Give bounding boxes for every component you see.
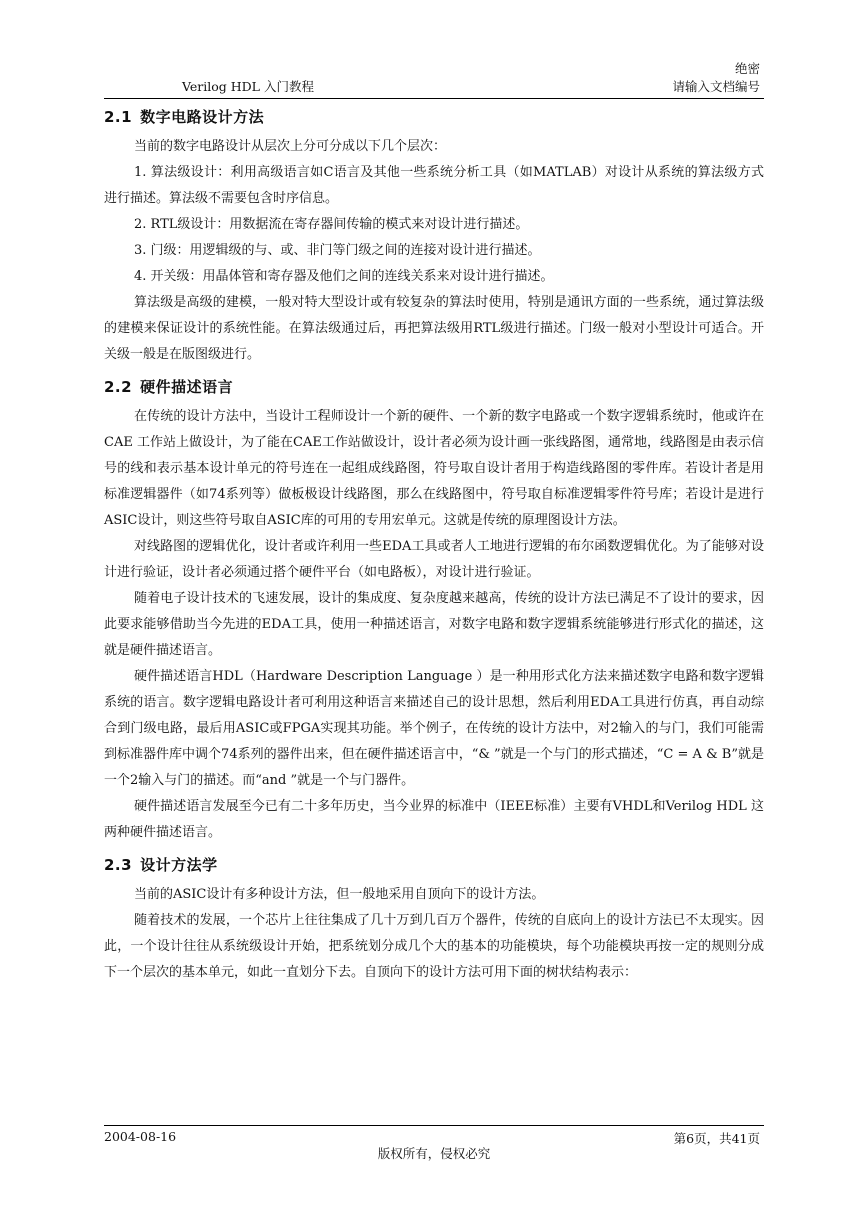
footer-page-number: 第6页，共41页 <box>673 1131 760 1146</box>
section-heading <box>104 374 764 404</box>
section-title: 数字电路设计方法 <box>140 108 265 126</box>
paragraph: 对线路图的逻辑优化，设计者或许利用一些EDA工具或者人工地进行逻辑的布尔函数逻辑优化。为了能够对设计进行验证，设计者必须通过搭个硬件平台（如电路板），对设计进行验证。 <box>104 539 764 580</box>
paragraph: 1. 算法级设计：利用高级语言如C语言及其他一些系统分析工具（如MATLAB）对设计从系统的算法级方式进行描述。算法级不需要包含时序信息。 <box>104 165 764 206</box>
header-classification: 绝密 <box>734 61 760 76</box>
section-title: 设计方法学 <box>140 856 218 874</box>
section-number: 2.1 <box>104 108 133 126</box>
paragraph: 当前的ASIC设计有多种设计方法，但一般地采用自顶向下的设计方法。 <box>134 887 545 902</box>
footer-date: 2004-08-16 <box>104 1129 177 1144</box>
paragraph: 算法级是高级的建模，一般对特大型设计或有较复杂的算法时使用，特别是通讯方面的一些系统，通过算法级的建模来保证设计的系统性能。在算法级通过后，再把算法级用RTL级进行描述。门级一般对小型设计可适合。开关级一般是在版图级进行。 <box>104 295 764 362</box>
footer-rule <box>104 1125 764 1126</box>
paragraph: 硬件描述语言HDL（Hardware Description Language ）是一种用形式化方法来描述数字电路和数字逻辑系统的语言。数字逻辑电路设计者可利用这种语言来描述自己的设计思想，然后利用EDA工具进行仿真，再自动综合到门级电路，最后用ASIC或FPGA实现其功能。举个例子，在传统的设计方法中，对2输入的与门，我们可能需到标准器件库中调个74系列的器件出来，但在硬件描述语言中，“& ”就是一个与门的形式描述，“C = A & B”就是一个2输入与门的描述。而“and ”就是一个与门器件。 <box>104 669 764 788</box>
paragraph: 3. 门级：用逻辑级的与、或、非门等门级之间的连接对设计进行描述。 <box>134 243 541 258</box>
paragraph: 随着电子设计技术的飞速发展，设计的集成度、复杂度越来越高，传统的设计方法已满足不了设计的要求，因此要求能够借助当今先进的EDA工具，使用一种描述语言，对数字电路和数字逻辑系统能够进行形式化的描述，这就是硬件描述语言。 <box>104 591 764 658</box>
paragraph: 4. 开关级：用晶体管和寄存器及他们之间的连线关系来对设计进行描述。 <box>134 269 554 284</box>
section-number: 2.2 <box>104 378 133 396</box>
paragraph: 当前的数字电路设计从层次上分可分成以下几个层次： <box>134 139 447 154</box>
section-heading <box>104 852 764 882</box>
header-rule <box>104 98 764 99</box>
section-title: 硬件描述语言 <box>140 378 234 396</box>
header-title: Verilog HDL 入门教程 <box>182 79 314 94</box>
paragraph: 硬件描述语言发展至今已有二十多年历史，当今业界的标准中（IEEE标准）主要有VHDL和Verilog HDL 这两种硬件描述语言。 <box>104 799 765 840</box>
section-number: 2.3 <box>104 856 133 874</box>
header-doc-number: 请输入文档编号 <box>672 79 760 94</box>
section-heading <box>104 104 764 134</box>
page-body <box>104 104 764 986</box>
paragraph: 随着技术的发展，一个芯片上往往集成了几十万到几百万个器件，传统的自底向上的设计方法已不太现实。因此，一个设计往往从系统级设计开始，把系统划分成几个大的基本的功能模块，每个功能模块再按一定的规则分成下一个层次的基本单元，如此一直划分下去。自顶向下的设计方法可用下面的树状结构表示： <box>104 913 764 980</box>
paragraph: 2. RTL级设计：用数据流在寄存器间传输的模式来对设计进行描述。 <box>134 217 529 232</box>
paragraph: 在传统的设计方法中，当设计工程师设计一个新的硬件、一个新的数字电路或一个数字逻辑系统时，他或许在CAE 工作站上做设计，为了能在CAE工作站做设计，设计者必须为设计画一张线路图，通常地，线路图是由表示信号的线和表示基本设计单元的符号连在一起组成线路图，符号取自设计者用于构造线路图的零件库。若设计者是用标准逻辑器件（如74系列等）做板极设计线路图，那么在线路图中，符号取自标准逻辑零件符号库；若设计是进行ASIC设计，则这些符号取自ASIC库的可用的专用宏单元。这就是传统的原理图设计方法。 <box>104 409 764 528</box>
footer-copyright: 版权所有，侵权必究 <box>377 1146 491 1161</box>
